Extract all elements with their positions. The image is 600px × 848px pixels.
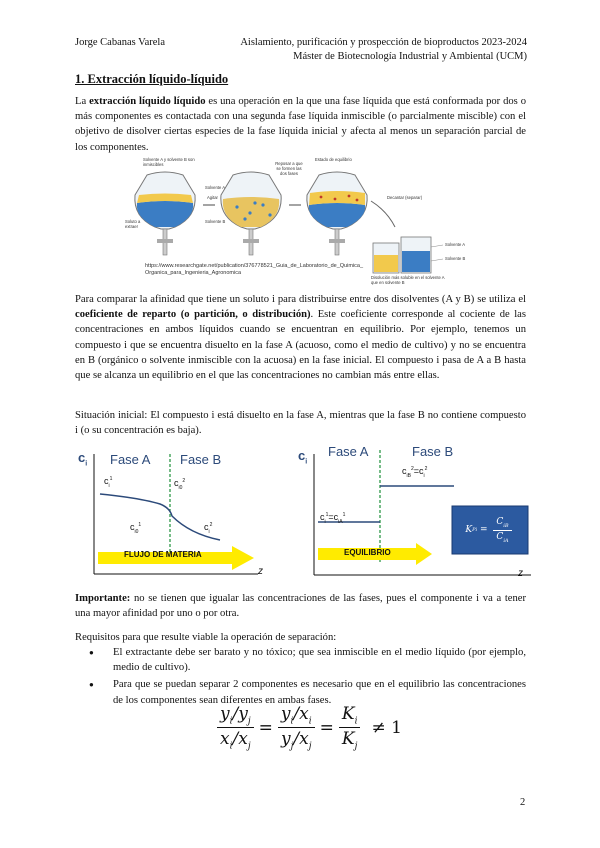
p2-term: coeficiente de reparto (o partición, o distribución): [75, 309, 311, 321]
right-y-label: $c_i$: [298, 448, 308, 466]
left-ci02: $c_{i0}^2$: [174, 478, 186, 491]
intro-text: es una operación en la que una fase líquida que está conformada por dos o más componentes es contactada con una segunda fase líquida inmiscible (o parcialmente miscible) con el objetivo de disolver ciertas especies de la fase líquida inicial y afecta al menos un separación parcial de los componentes.: [75, 96, 526, 153]
partition-paragraph: [75, 292, 526, 383]
header-course: Aislamiento, purificación y prospección de bioproductos 2023-2024: [240, 37, 527, 48]
funnel-1: [135, 172, 195, 255]
fig-label-equilibrio: Estado de equilibrio: [315, 157, 352, 162]
header-program: Máster de Biotecnología Industrial y Ambiental (UCM): [293, 51, 527, 62]
right-phase-a: Fase A: [328, 444, 369, 459]
flow-label: FLUJO DE MATERIA: [124, 550, 202, 559]
right-left-label: $c_i^1=c_{iA}^1$: [320, 512, 346, 525]
formula-rhs: ≠ 1: [371, 717, 402, 738]
left-ci1: $c_i^1$: [104, 476, 113, 489]
fig-label-sol-a: Solvente A: [445, 242, 466, 247]
page-number: 2: [520, 797, 526, 808]
left-phase-b: Fase B: [180, 452, 222, 467]
fig-label-sol-b: Solvente B: [445, 256, 466, 261]
extraction-figure: [125, 155, 485, 285]
arrow-3: [371, 201, 395, 227]
left-ci01: $c_{i0}^1$: [130, 522, 142, 535]
fig-label-solvente-b: Solvente B: [205, 219, 226, 224]
left-ci2: $c_i^2$: [204, 522, 213, 535]
requirement-item: ● Para que se puedan separar 2 componentes es necesario que en el equilibrio las concentraciones de los componentes sean diferentes en ambas fases.: [75, 677, 526, 707]
header-author: Jorge Cabanas Varela: [75, 37, 165, 48]
section-title: 1. Extracción líquido-líquido: [75, 72, 229, 86]
requirements-intro: Requisitos para que resulte viable la operación de separación:: [75, 632, 337, 643]
important-note: [75, 591, 526, 621]
concentration-curve: [100, 494, 220, 540]
funnel-2: [221, 172, 281, 255]
fig-label-soluto: Soluto a extraer: [125, 219, 141, 229]
diagram-initial: [70, 444, 275, 584]
right-phase-b: Fase B: [412, 444, 454, 459]
diagram-equilibrium: [296, 440, 531, 585]
initial-situation-paragraph: Situación inicial: El compuesto i está disuelto en la fase A, mientras que la fase B no contiene compuesto i (o su concentración es baja).: [75, 410, 526, 437]
requirements-list: [75, 645, 526, 710]
k-formula: K Pi = $\frac{C_{iB}}{C_{iA}}$: [452, 506, 528, 554]
fig-label-solvente-a: Solvente A: [205, 185, 226, 190]
fig-label-flask1: Solvente A y solvente B son inmiscibles: [143, 157, 195, 167]
requirement-item: ● El extractante debe ser barato y no tóxico; que sea inmiscible en el medio líquido (por ejemplo, medio de cultivo).: [75, 645, 526, 675]
intro-lead: La: [75, 96, 90, 107]
right-top-label: $c_{iB}^2=c_i^2$: [402, 466, 428, 479]
left-y-label: $c_i$: [78, 450, 88, 468]
left-phase-a: Fase A: [110, 452, 151, 467]
fig-label-reposo: Reposar a que se formen las dos fases: [275, 161, 303, 176]
fig-label-agitar: Agitar: [207, 195, 218, 200]
p2-before: Para comparar la afinidad que tiene un soluto i para distribuirse entre dos disolventes (A y B) se utiliza el: [75, 294, 526, 305]
funnel-3: [307, 172, 367, 255]
fig-label-decantar: Decantar (separar): [387, 195, 423, 200]
important-label: Importante:: [75, 593, 131, 604]
left-z-label: z: [258, 566, 263, 577]
right-z-label: z: [518, 568, 523, 579]
intro-paragraph: [75, 94, 526, 155]
p2-after: . Este coeficiente corresponde al cociente de las concentraciones en ambos líquidos cuando se encuentran en equilibrio. Por ejemplo, tenemos un compuesto i que se encuentra disuelto en la fase A (acuoso, como el medio de cultivo) y no se encuentra en B (orgánico o solvente inmiscible con la acuosa) en la fase inicial. El compuesto i pasa de A a B hasta que se alcanza un equilibrio en el que las concentraciones no cambian más entre ellas.: [75, 309, 526, 382]
fig-label-disolucion: Disolución más soluble en el solvente A que en solvente B: [371, 275, 445, 285]
beakers: [373, 237, 431, 273]
intro-term: extracción líquido líquido: [89, 96, 206, 107]
important-text: no se tienen que igualar las concentraciones de las fases, pues el componente i va a tener una mayor afinidad por uno o por otra.: [75, 593, 526, 620]
selectivity-formula: $\frac{y_i/y_j}{x_i/x_j}$ = $\frac{y_i/x_i}{y_j/x_j}$ = $\frac{K_i}{K_j}$ ≠ 1: [214, 704, 402, 752]
fig-source-url[interactable]: https://www.researchgate.net/publication/376778521_Guia_de_Laboratorio_de_Quimica_Organica_para_Ingenieria_Agronomica: [145, 263, 364, 276]
equilibrium-label: EQUILIBRIO: [344, 548, 391, 557]
